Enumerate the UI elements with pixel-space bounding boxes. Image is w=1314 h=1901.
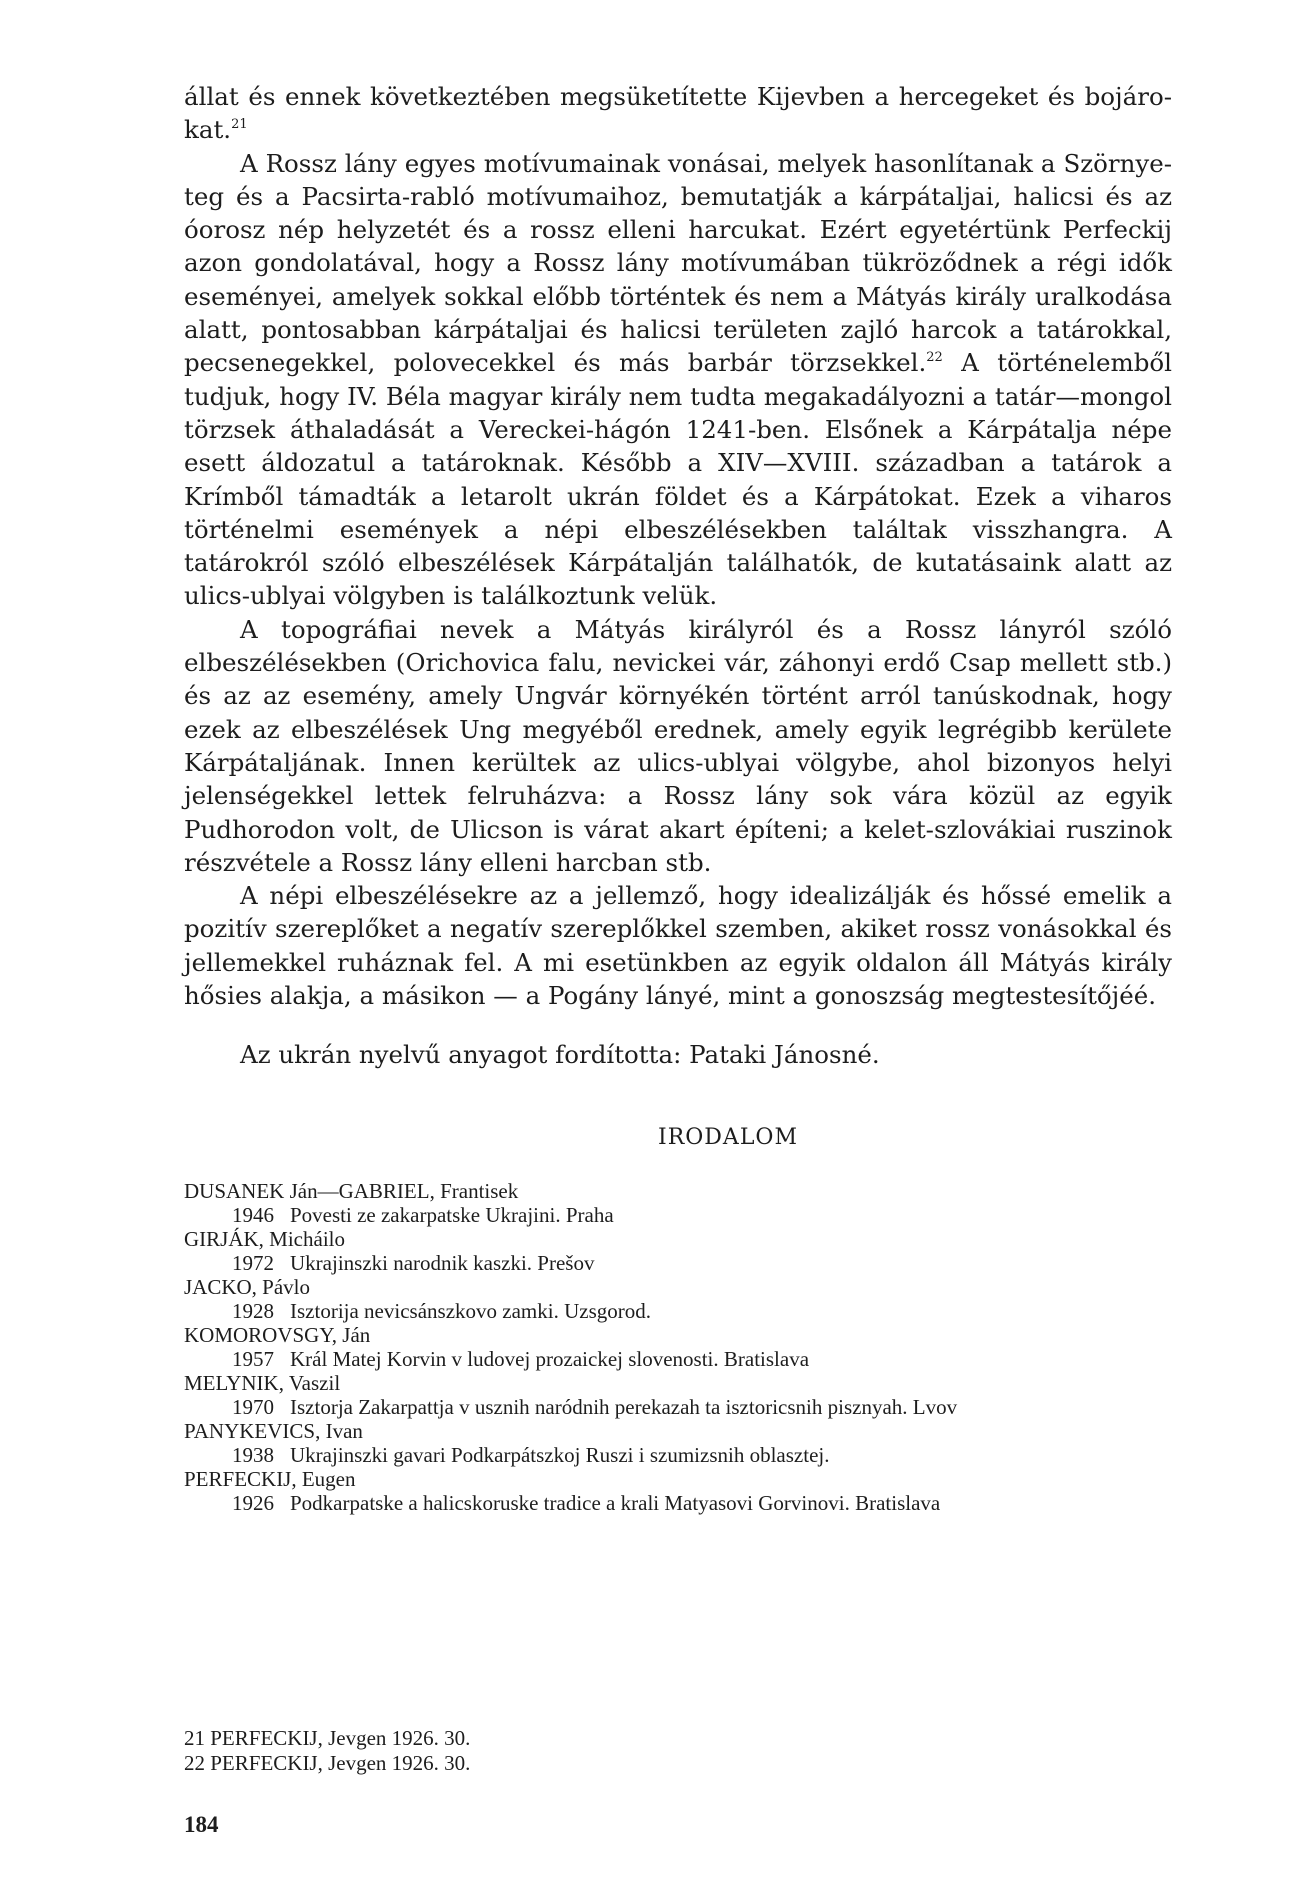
body-text: [184, 80, 1172, 1012]
bibliography-item: [184, 1467, 1172, 1515]
paragraph-3-text: A topográfiai nevek a Mátyás királyról és a Rossz lányról szóló elbeszélésekben (Orichovica falu, nevickei vár, záhonyi erdő Csap mellett stb.) és az az esemény, amely Ungvár környékén történt arról tanúskodnak, hogy ezek az elbeszélések Ung megyéből erednek, amely egyik legrégibb kerülete Kárpátaljának. Innen kerültek az ulics-ublyai völgybe, ahol bizonyos helyi jelenségekkel lettek felruházva: a Rossz lány sok vára közül az egyik Pudhorodon volt, de Ulicson is várat akart építeni; a kelet-szlovákiai ruszinok részvétele a Rossz lány elleni harcban stb.: [184, 614, 1172, 877]
bibliography-item: [184, 1227, 1172, 1275]
bibliography-entry: [184, 1203, 1172, 1227]
bibliography-year: 1938: [232, 1443, 274, 1468]
bibliography-title: Ukrajinszki gavari Podkarpátszkoj Ruszi i szumizsnih oblasztej.: [290, 1443, 830, 1468]
bibliography-author: PERFECKIJ, Eugen: [184, 1467, 356, 1492]
bibliography-item: [184, 1179, 1172, 1227]
footnotes: [184, 1726, 470, 1776]
bibliography-title: Král Matej Korvin v ludovej prozaickej slovenosti. Bratislava: [290, 1347, 810, 1372]
bibliography-year: 1957: [232, 1347, 274, 1372]
bibliography-author: GIRJÁK, Micháilo: [184, 1227, 345, 1252]
page-number: 184: [184, 1812, 219, 1837]
paragraph-3: [184, 613, 1172, 879]
bibliography-heading: IRODALOM: [658, 1125, 798, 1151]
footnote-21: 21 PERFECKIJ, Jevgen 1926. 30.: [184, 1726, 471, 1750]
page-content: [184, 80, 1172, 1515]
bibliography-year: 1972: [232, 1251, 274, 1276]
bibliography-entry: [184, 1347, 1172, 1371]
paragraph-2-text: A Rossz lány egyes motívumainak vonásai, melyek hasonlítanak a Szörnyeteg és a Pacsirta-rabló motívumaihoz, bemutatják a kárpátaljai, halicsi és az óorosz nép helyzetét és a rossz elleni harcukat. Ezért egyetértünk Perfeckij azon gondolatával, hogy a Rossz lány motívumában tükröződnek a régi idők eseményei, amelyek sokkal előbb történtek és nem a Mátyás király uralkodása alatt, pontosabban kárpátaljai és halicsi területen zajló harcok a tatárokkal, pecsenegekkel, polovecekkel és más barbár törzsekkel.: [184, 148, 1172, 378]
footnote-ref-21: 21: [231, 117, 248, 133]
bibliography-title: Isztorja Zakarpattja v usznih naródnih perekazah ta isztoricsnih pisznyah. Lvov: [290, 1395, 958, 1420]
bibliography-author: PANYKEVICS, Ivan: [184, 1419, 363, 1444]
paragraph-2: [184, 147, 1172, 613]
bibliography-title: Ukrajinszki narodnik kaszki. Prešov: [290, 1251, 595, 1276]
translator-note: Az ukrán nyelvű anyagot fordította: Pataki Jánosné.: [240, 1040, 880, 1070]
bibliography-title: Povesti ze zakarpatske Ukrajini. Praha: [290, 1203, 614, 1228]
bibliography-entry: [184, 1299, 1172, 1323]
footnote-22: 22 PERFECKIJ, Jevgen 1926. 30.: [184, 1751, 471, 1775]
bibliography-entry: [184, 1443, 1172, 1467]
bibliography-item: [184, 1371, 1172, 1419]
paragraph-1: [184, 80, 1172, 147]
bibliography-author: JACKO, Pávlo: [184, 1275, 311, 1300]
bibliography-author: MELYNIK, Vaszil: [184, 1371, 341, 1396]
bibliography-author: KOMOROVSGY, Ján: [184, 1323, 371, 1348]
footnote-ref-22: 22: [926, 350, 943, 366]
paragraph-2-text-continued: A történelemből tudjuk, hogy IV. Béla magyar király nem tudta megakadályozni a tatár—mongol törzsek áthaladását a Vereckei-hágón 1241-ben. Elsőnek a Kárpátalja népe esett áldozatul a tatároknak. Később a XIV—XVIII. században a tatárok a Krímből támadták a letarolt ukrán földet és a Kárpátokat. Ezek a viharos történelmi események a népi elbeszélésekben találtak visszhangra. A tatárokról szóló elbeszélések Kárpátalján találhatók, de kutatásaink alatt az ulics-ublyai völgyben is találkoztunk velük.: [184, 348, 1172, 611]
bibliography-year: 1928: [232, 1299, 274, 1324]
bibliography-title: Podkarpatske a halicskoruske tradice a krali Matyasovi Gorvinovi. Bratislava: [290, 1491, 941, 1516]
bibliography-item: [184, 1275, 1172, 1323]
bibliography-entry: [184, 1251, 1172, 1275]
bibliography-item: [184, 1323, 1172, 1371]
bibliography-title: Isztorija nevicsánszkovo zamki. Uzsgorod.: [290, 1299, 651, 1324]
paragraph-4-text: A népi elbeszélésekre az a jellemző, hogy idealizálják és hőssé emelik a pozitív szereplőket a negatív szereplőkkel szemben, akiket rossz vonásokkal és jellemekkel ruháznak fel. A mi esetünkben az egyik oldalon áll Mátyás király hősies alakja, a másikon — a Pogány lányé, mint a gonoszság megtestesítőjéé.: [184, 881, 1172, 1011]
bibliography-author: DUSANEK Ján—GABRIEL, Frantisek: [184, 1179, 519, 1204]
bibliography-item: [184, 1419, 1172, 1467]
bibliography-entry: [184, 1491, 1172, 1515]
paragraph-1-text: állat és ennek következtében megsüketítette Kijevben a hercegeket és bojárokat.: [184, 82, 1172, 145]
paragraph-4: [184, 879, 1172, 1012]
bibliography-list: [184, 1179, 1172, 1515]
bibliography-year: 1970: [232, 1395, 274, 1420]
bibliography-year: 1926: [232, 1491, 274, 1516]
bibliography-entry: [184, 1395, 1172, 1419]
bibliography-year: 1946: [232, 1203, 274, 1228]
